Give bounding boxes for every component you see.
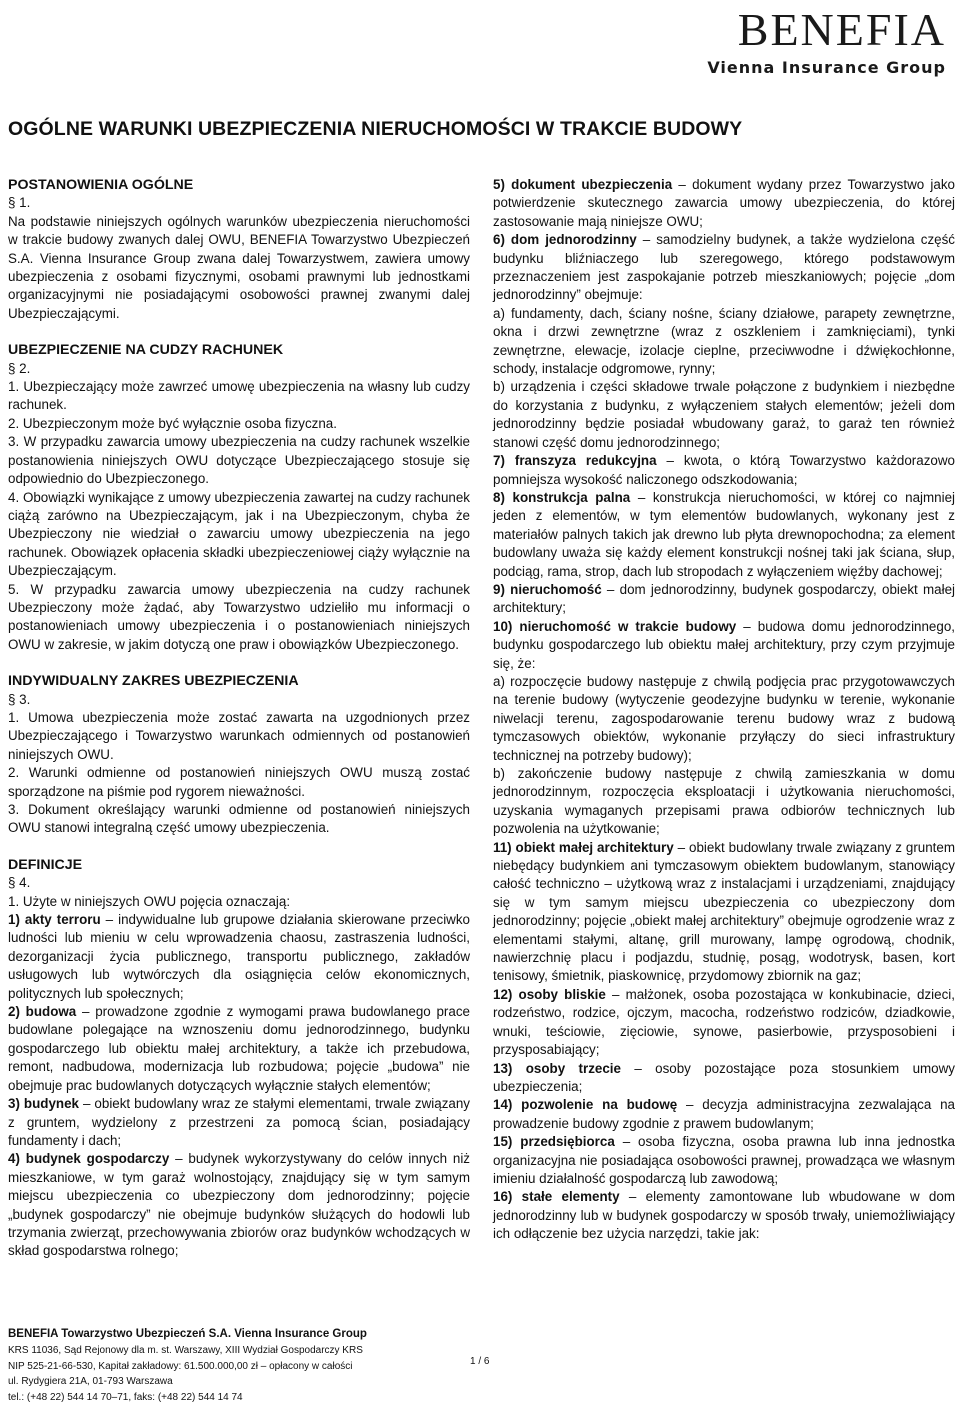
definition-term: 4) budynek gospodarczy (8, 1151, 170, 1167)
definition-term: 1) akty terroru (8, 912, 101, 928)
definition-subitem: b) zakończenie budowy następuje z chwilą zamieszkania w domu jednorodzinnym, rozpoczęcia eksploatacji i użytkowania nieruchomości, uzyskania wymaganych przepisami prawa odbiorów technicznych lub pozwolenia na użytkowanie; (493, 766, 955, 837)
footer (8, 1326, 367, 1405)
definition-item (8, 1003, 470, 1095)
document-title: OGÓLNE WARUNKI UBEZPIECZENIA NIERUCHOMOŚCI W TRAKCIE BUDOWY (8, 118, 743, 140)
definition-item (493, 231, 955, 305)
definition-term: 2) budowa (8, 1004, 77, 1020)
definition-text: – obiekt budowlany wraz ze stałymi elementami, trwale związany z gruntem, wydzielony z przestrzeni za pomocą ścian, posiadający fundamenty i dach; (8, 1096, 470, 1148)
definition-item (493, 452, 955, 489)
definition-text: – budynek wykorzystywany do celów innych niż mieszkaniowe, w tym garaż wolnostojący, znajdujący się w tym samym miejscu ubezpieczenia co ubezpieczony dom jednorodzinny; pojęcie „budynek gospodarczy” nie obejmuje budynków służących do hodowli lub trzymania zwierząt, przechowywania zbiorów oraz budynków wchodzących w skład gospodarstwa rolnego; (8, 1151, 470, 1259)
paragraph: 2. Warunki odmienne od postanowień niniejszych OWU muszą zostać sporządzone na piśmie pod rygorem nieważności. (8, 765, 470, 799)
definition-term: 15) przedsiębiorca (493, 1134, 615, 1150)
definition-text: – kwota, o którą Towarzystwo każdorazowo pomniejsza wysokość naliczonego odszkodowania; (493, 453, 955, 487)
paragraph-number: § 3. (8, 691, 31, 707)
definition-term: 14) pozwolenie na budowę (493, 1097, 678, 1113)
section-heading: UBEZPIECZENIE NA CUDZY RACHUNEK (8, 342, 284, 359)
paragraph: 5. W przypadku zawarcia umowy ubezpieczenia na cudzy rachunek Ubezpieczony może żądać, aby Towarzystwo udzieliło mu informacji o postanowieniach umowy ubezpieczenia i o postanowieniach niniejszych OWU w zakresie, w jakim dotyczą one praw i obowiązków Ubezpieczonego. (8, 581, 470, 652)
definition-term: 12) osoby bliskie (493, 986, 606, 1002)
definition-subitem: a) fundamenty, dach, ściany nośne, ściany działowe, parapety zewnętrzne, okna i drzwi zewnętrzne (wraz z oszkleniem i zamknięciami), tynki zewnętrzne, elewacje, izolacje cieplne, przeciwwodne i dźwiękochłonne, schody, instalacje odgromowe, rynny; (493, 305, 955, 377)
definition-term: 3) budynek (8, 1096, 79, 1112)
definition-item (493, 1188, 955, 1243)
page-number: 1 / 6 (470, 1356, 490, 1367)
definition-term: 7) franszyza redukcyjna (493, 453, 657, 469)
right-column (493, 176, 955, 1244)
definition-item (8, 1150, 470, 1260)
definition-text: – obiekt budowlany trwale związany z gruntem niebędący budynkiem ani tymczasowym obiektem budowlanym, stanowiący całość techniczno – użytkową wraz z instalacjami i urządzeniami, znajdujący się w tym samym miejscu ubezpieczenia co ubezpieczony dom jednorodzinny; pojęcie „obiekt małej architektury” obejmuje ogrodzenie wraz z elementami stałymi, altanę, grill murowany, lampę ogrodową, chodnik, nawierzchnię placu i podjazdu, studnię, posąg, wodotrysk, basen, kort tenisowy, śmietnik, piaskownicę, przydomowy zbiornik na gaz; (493, 839, 955, 984)
definition-text: – decyzja administracyjna zezwalająca na prowadzenie budowy zgodnie z prawem budowlanym; (493, 1097, 955, 1131)
paragraph: 4. Obowiązki wynikające z umowy ubezpieczenia zawartej na cudzy rachunek ciążą zarówno na Ubezpieczającym, jak i na Ubezpieczonym, chyba że Ubezpieczony nie wiedział o zawarciu umowy ubezpieczenia na jego rachunek. Obowiązek opłacenia składki ubezpieczeniowej ciąży wyłącznie na Ubezpieczającym. (8, 489, 470, 579)
section-heading: POSTANOWIENIA OGÓLNE (8, 177, 194, 193)
definition-text: – osoby pozostające poza stosunkiem umowy ubezpieczenia; (493, 1060, 955, 1094)
definition-item (493, 581, 955, 618)
footer-line: tel.: (+48 22) 544 14 70–71, faks: (+48 22) 544 14 74 (8, 1391, 243, 1403)
logo-brand: BENEFIA (737, 4, 946, 55)
definition-text: – budowa domu jednorodzinnego, budynku gospodarczego lub obiektu małej architektury, przy czym przyjmuje się, że: (493, 618, 955, 671)
paragraph: 1. Użyte w niniejszych OWU pojęcia oznaczają: (8, 893, 291, 909)
paragraph-number: § 4. (8, 875, 31, 891)
definition-term: 9) nieruchomość (493, 581, 602, 597)
definition-term: 16) stałe elementy (493, 1189, 620, 1205)
logo-group: Vienna Insurance Group (707, 58, 946, 77)
footer-line: ul. Rydygiera 21A, 01-793 Warszawa (8, 1376, 173, 1387)
paragraph: 1. Umowa ubezpieczenia może zostać zawarta na uzgodnionych przez Ubezpieczającego i Towarzystwo warunkach odmiennych od postanowień niniejszych OWU. (8, 709, 470, 762)
definition-term: 10) nieruchomość w trakcie budowy (493, 618, 737, 634)
footer-line: NIP 525-21-66-530, Kapitał zakładowy: 61.500.000,00 zł – opłacony w całości (8, 1360, 353, 1372)
definition-text: – samodzielny budynek, a także wydzielona część budynku bliźniaczego lub szeregowego, którego podstawowym przeznaczeniem jest zaspokajanie potrzeb mieszkaniowych; pojęcie „dom jednorodzinny” obejmuje: (493, 232, 955, 303)
section-heading: INDYWIDUALNY ZAKRES UBEZPIECZENIA (8, 673, 299, 690)
definition-text: – dom jednorodzinny, budynek gospodarczy, obiekt małej architektury; (493, 581, 956, 616)
left-column (8, 176, 470, 1261)
definition-item (493, 176, 955, 231)
definition-text: – dokument wydany przez Towarzystwo jako potwierdzenie skutecznego zawarcia umowy ubezpieczenia, do której zastosowanie mają niniejsze OWU; (493, 177, 955, 229)
definition-item (493, 1133, 955, 1188)
definition-item (493, 1096, 955, 1133)
definition-item (8, 1095, 470, 1150)
paragraph: 1. Ubezpieczający może zawrzeć umowę ubezpieczenia na własny lub cudzy rachunek. (8, 379, 470, 413)
paragraph: 3. W przypadku zawarcia umowy ubezpieczenia na cudzy rachunek wszelkie postanowienia niniejszych OWU dotyczące Ubezpieczającego stosuje się odpowiednio do Ubezpieczonego. (8, 434, 470, 487)
footer-line: KRS 11036, Sąd Rejonowy dla m. st. Warszawy, XIII Wydział Gospodarczy KRS (8, 1345, 363, 1356)
definition-text: – małżonek, osoba pozostająca w konkubinacie, dzieci, rodzeństwo, rodzice, ojczym, macocha, rodzeństwo rodziców, dziadkowie, wnuki, teściowie, zięciowie, synowe, pasierbowie, przysposobieni i przysposabiający; (493, 986, 955, 1058)
definition-subitem: a) rozpoczęcie budowy następuje z chwilą podjęcia prac przygotowawczych na terenie budowy (wytyczenie geodezyjne budynku w terenie, wykonanie niwelacji terenu, zagospodarowanie terenu budowy wraz z budową tymczasowych obiektów, wykonanie przyłączy do sieci infrastruktury technicznej na potrzeby budowy); (493, 673, 955, 763)
definition-text: – konstrukcja nieruchomości, w której co najmniej jeden z elementów, w tym elementów budowlanych, wykonany jest z materiałów palnych takich jak drewno lub płyta drewnopochodna; za element budowlany uważa się każdy element konstrukcji nośnej taki jak ściana, słup, podciąg, rama, strop, dach lub stropodach z wyłączeniem więźby dachowej; (493, 489, 955, 579)
definition-text: – elementy zamontowane lub wbudowane w dom jednorodzinny lub w budynek gospodarczy w sposób trwały, uniemożliwiający ich odłączenie bez użycia narzędzi, takie jak: (493, 1189, 955, 1242)
definition-term: 11) obiekt małej architektury (493, 839, 674, 855)
paragraph: 3. Dokument określający warunki odmienne od postanowień niniejszych OWU stanowi integralną część umowy ubezpieczenia. (8, 802, 470, 836)
definition-term: 5) dokument ubezpieczenia (493, 177, 673, 192)
paragraph-number: § 2. (8, 360, 31, 376)
paragraph: Na podstawie niniejszych ogólnych warunków ubezpieczenia nieruchomości w trakcie budowy zwanych dalej OWU, BENEFIA Towarzystwo Ubezpieczeń S.A. Vienna Insurance Group zwana dalej Towarzystwem, zawiera umowy ubezpieczenia z osobami fizycznymi, osobami prawnymi lub jednostkami organizacyjnymi nie posiadającymi osobowości prawnej zwanymi dalej Ubezpieczającymi. (8, 213, 470, 321)
definition-text: – prowadzone zgodnie z wymogami prawa budowlanego prace budowlane polegające na wznoszeniu domu jednorodzinnego, budynku gospodarczego lub obiektu małej architektury, a także ich przebudowa, remont, nadbudowa, modernizacja lub rozbudowa; pojęcie „budowa” nie obejmuje prac budowlanych dotyczących wyłącznie stałych elementów; (8, 1004, 470, 1093)
definition-item (493, 618, 955, 673)
definition-term: 8) konstrukcja palna (493, 489, 631, 505)
definition-item (493, 489, 955, 581)
paragraph-number: § 1. (8, 195, 31, 211)
definition-subitem: b) urządzenia i części składowe trwale połączone z budynkiem i niezbędne do korzystania z budynku, z wyłączeniem stałych elementów; jeżeli dom jednorodzinny będzie posiadał wbudowany garaż, to garaż ten również stanowi część domu jednorodzinnego; (493, 379, 955, 450)
definition-text: – indywidualne lub grupowe działania skierowane przeciwko ludności lub mieniu w celu wprowadzenia chaosu, zastraszenia ludności, dezorganizacji życia publicznego, transportu publicznego, zakładów usługowych lub wytwórczych dla osiągnięcia celów ekonomicznych, politycznych lub społecznych; (8, 912, 470, 1001)
definition-item (493, 1060, 955, 1097)
definition-item (8, 911, 470, 1003)
definition-text: – osoba fizyczna, osoba prawna lub inna jednostka organizacyjna nie posiadająca osobowości prawnej, prowadząca we własnym imieniu działalność gospodarczą lub zawodową; (493, 1134, 955, 1186)
paragraph: 2. Ubezpieczonym może być wyłącznie osoba fizyczna. (8, 415, 337, 431)
section-heading: DEFINICJE (8, 856, 83, 873)
definition-term: 6) dom jednorodzinny (493, 232, 637, 248)
footer-company: BENEFIA Towarzystwo Ubezpieczeń S.A. Vienna Insurance Group (8, 1328, 367, 1340)
company-logo (707, 6, 946, 77)
definition-item (493, 986, 955, 1060)
definition-item (493, 839, 955, 986)
definition-term: 13) osoby trzecie (493, 1060, 621, 1076)
